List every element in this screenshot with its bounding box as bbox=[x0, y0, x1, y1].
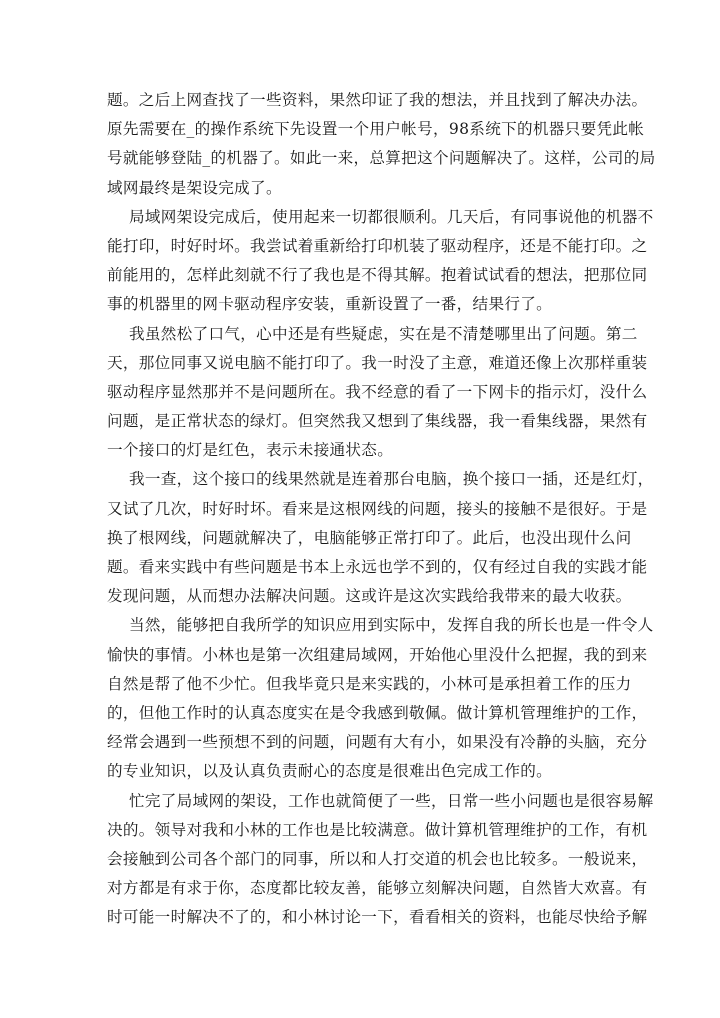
text-line: 时可能一时解决不了的，和小林讨论一下，看看相关的资料，也能尽快给予解 bbox=[107, 908, 648, 927]
text-line: 的专业知识，以及认真负责耐心的态度是很难出色完成工作的。 bbox=[107, 762, 553, 781]
text-line: 换了根网线，问题就解决了，电脑能够正常打印了。此后，也没出现什么问 bbox=[107, 528, 632, 547]
text-line: 会接触到公司各个部门的同事，所以和人打交道的机会也比较多。一般说来， bbox=[107, 849, 648, 868]
text-line: 驱动程序显然那并不是问题所在。我不经意的看了一下网卡的指示灯，没什么 bbox=[107, 382, 648, 401]
paragraph-first-line: 我一查，这个接口的线果然就是连着那台电脑，换个接口一插，还是红灯， bbox=[129, 470, 654, 489]
text-line: 发现问题，从而想办法解决问题。这或许是这次实践给我带来的最大收获。 bbox=[107, 587, 632, 606]
text-line: 天，那位同事又说电脑不能打印了。我一时没了主意，难道还像上次那样重装 bbox=[107, 353, 648, 372]
paragraph-first-line: 局域网架设完成后，使用起来一切都很顺利。几天后，有同事说他的机器不 bbox=[129, 207, 654, 226]
text-line: 题。看来实践中有些问题是书本上永远也学不到的，仅有经过自我的实践才能 bbox=[107, 558, 648, 576]
text-line: 经常会遇到一些预想不到的问题，问题有大有小，如果没有冷静的头脑，充分 bbox=[107, 733, 648, 752]
text-line: 愉快的事情。小林也是第一次组建局域网，开始他心里没什么把握，我的到来 bbox=[107, 645, 648, 664]
text-line: 号就能够登陆_的机器了。如此一来，总算把这个问题解决了。这样，公司的局 bbox=[107, 149, 656, 168]
text-line: 的，但他工作时的认真态度实在是令我感到敬佩。做计算机管理维护的工作， bbox=[107, 703, 648, 722]
text-line: 又试了几次，时好时坏。看来是这根网线的问题，接头的接触不是很好。于是 bbox=[107, 499, 648, 518]
document-body bbox=[107, 86, 656, 932]
text-line: 对方都是有求于你，态度都比较友善，能够立刻解决问题，自然皆大欢喜。有 bbox=[107, 879, 648, 898]
text-line: 题。之后上网查找了一些资料，果然印证了我的想法，并且找到了解决办法。 bbox=[107, 91, 648, 109]
text-line: 一个接口的灯是红色，表示未接通状态。 bbox=[107, 441, 394, 460]
text-line: 域网最终是架设完成了。 bbox=[107, 178, 282, 197]
text-line: 原先需要在_的操作系统下先设置一个用户帐号，98系统下的机器只要凭此帐 bbox=[107, 120, 645, 139]
text-line: 问题，是正常状态的绿灯。但突然我又想到了集线器，我一看集线器，果然有 bbox=[107, 412, 648, 431]
text-line: 决的。领导对我和小林的工作也是比较满意。做计算机管理维护的工作，有机 bbox=[107, 820, 648, 839]
text-line: 前能用的，怎样此刻就不行了我也是不得其解。抱着试试看的想法，把那位同 bbox=[107, 266, 648, 285]
text-line: 能打印，时好时坏。我尝试着重新给打印机装了驱动程序，还是不能打印。之 bbox=[107, 236, 648, 255]
text-line: 事的机器里的网卡驱动程序安装，重新设置了一番，结果行了。 bbox=[107, 295, 553, 314]
paragraph-first-line: 我虽然松了口气，心中还是有些疑虑，实在是不清楚哪里出了问题。第二 bbox=[129, 324, 638, 343]
text-line: 自然是帮了他不少忙。但我毕竟只是来实践的，小林可是承担着工作的压力 bbox=[107, 674, 632, 693]
paragraph-first-line: 忙完了局域网的架设，工作也就简便了一些，日常一些小问题也是很容易解 bbox=[129, 791, 654, 810]
paragraph-first-line: 当然，能够把自我所学的知识应用到实际中，发挥自我的所长也是一件令人 bbox=[129, 616, 654, 635]
